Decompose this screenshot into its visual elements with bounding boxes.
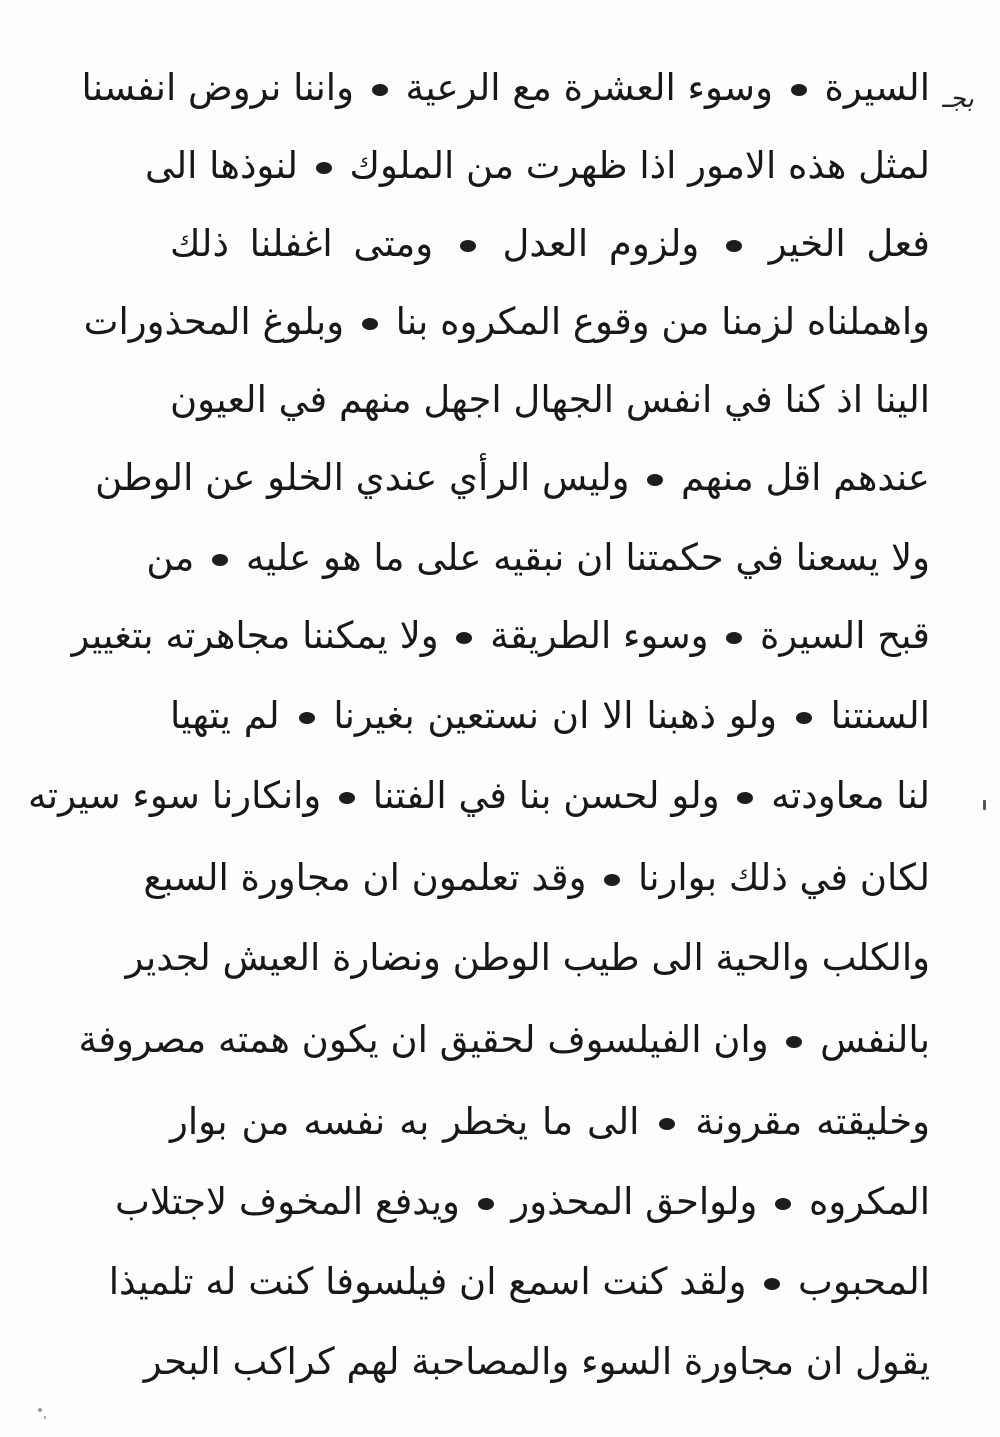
line-segment: يقول ان مجاورة السوء والمصاحبة لهم كراكب البحر <box>143 1340 930 1383</box>
section-dot <box>299 712 315 724</box>
manuscript-line <box>146 518 930 598</box>
folio-mark: بجـ <box>942 84 974 114</box>
manuscript-text-block <box>27 48 930 1383</box>
line-segment: ولا يسعنا في حكمتنا ان نبقيه على ما هو عليه <box>234 536 930 579</box>
line-segment: ولواحق المحذور <box>499 1180 770 1223</box>
line-segment: واننا نروض انفسنا <box>81 66 366 109</box>
section-dot <box>478 1198 494 1210</box>
line-segment: بالنفس <box>808 1018 930 1061</box>
manuscript-line <box>125 918 930 998</box>
manuscript-line <box>81 48 930 128</box>
section-dot <box>339 792 355 804</box>
manuscript-line <box>170 1082 930 1162</box>
line-segment: وان الفيلسوف لحقيق ان يكون همته مصروفة <box>78 1018 781 1061</box>
manuscript-line <box>170 360 930 440</box>
manuscript-line <box>170 676 930 756</box>
line-segment: ومتى اغفلنا ذلك <box>170 222 454 265</box>
section-dot <box>791 84 807 96</box>
line-segment: المكروه <box>797 1180 930 1223</box>
section-dot <box>372 84 388 96</box>
line-segment: وقد تعلمون ان مجاورة السبع <box>143 856 599 899</box>
line-segment: الى ما يخطر به نفسه من بوار <box>170 1100 654 1143</box>
paper-speck <box>44 1416 46 1419</box>
section-dot <box>460 240 476 252</box>
margin-mark <box>983 800 986 810</box>
section-dot <box>647 474 663 486</box>
line-segment: عندهم اقل منهم <box>669 456 930 499</box>
section-dot <box>796 712 812 724</box>
manuscript-line <box>145 126 930 206</box>
line-segment: من <box>146 536 207 579</box>
line-segment: واهملناه لزمنا من وقوع المكروه بنا <box>383 300 930 343</box>
manuscript-line <box>143 838 930 918</box>
section-dot <box>316 162 332 174</box>
manuscript-line <box>108 1242 930 1322</box>
section-dot <box>726 632 742 644</box>
line-segment: لم يتهيا <box>170 694 293 737</box>
line-segment: لمثل هذه الامور اذا ظهرت من الملوك <box>337 144 930 187</box>
line-segment: السنتنا <box>817 694 930 737</box>
line-segment: لنا معاودته <box>759 774 930 817</box>
manuscript-line <box>78 1000 930 1080</box>
line-segment: فعل الخير <box>747 222 930 265</box>
line-segment: ولزوم العدل <box>481 222 720 265</box>
line-segment: وبلوغ المحذورات <box>83 300 356 343</box>
line-segment: وانكارنا سوء سيرته <box>27 774 334 817</box>
section-dot <box>737 792 753 804</box>
line-segment: ولا يمكننا مجاهرته بتغيير <box>71 614 451 657</box>
section-dot <box>764 1278 780 1290</box>
line-segment: لكان في ذلك بوارنا <box>626 856 930 899</box>
line-segment: وليس الرأي عندي الخلو عن الوطن <box>95 456 642 499</box>
line-segment: وخليقته مقرونة <box>681 1100 930 1143</box>
section-dot <box>604 874 620 886</box>
line-segment: الينا اذ كنا في انفس الجهال اجهل منهم في العيون <box>170 378 930 421</box>
section-dot <box>212 554 228 566</box>
manuscript-line <box>170 204 930 284</box>
manuscript-line <box>83 282 930 362</box>
paper-speck <box>38 1408 42 1412</box>
line-segment: ولو ذهبنا الا ان نستعين بغيرنا <box>320 694 790 737</box>
line-segment: ولقد كنت اسمع ان فيلسوفا كنت له تلميذا <box>108 1260 759 1303</box>
line-segment: وسوء العشرة مع الرعية <box>393 66 785 109</box>
line-segment: المحبوب <box>786 1260 930 1303</box>
section-dot <box>726 240 742 252</box>
line-segment: قبح السيرة <box>748 614 930 657</box>
line-segment: ويدفع المخوف لاجتلاب <box>115 1180 472 1223</box>
manuscript-line <box>143 1322 930 1402</box>
line-segment: ولو لحسن بنا في الفتنا <box>361 774 732 817</box>
line-segment: والكلب والحية الى طيب الوطن ونضارة العيش لجدير <box>125 936 930 979</box>
manuscript-line <box>115 1162 930 1242</box>
line-segment: لنوذها الى <box>145 144 310 187</box>
line-segment: السيرة <box>812 66 930 109</box>
line-segment: وسوء الطريقة <box>478 614 721 657</box>
manuscript-line <box>71 596 930 676</box>
manuscript-line <box>95 438 930 518</box>
section-dot <box>456 632 472 644</box>
section-dot <box>362 318 378 330</box>
section-dot <box>786 1036 802 1048</box>
section-dot <box>659 1118 675 1130</box>
section-dot <box>775 1198 791 1210</box>
manuscript-line <box>27 756 930 836</box>
